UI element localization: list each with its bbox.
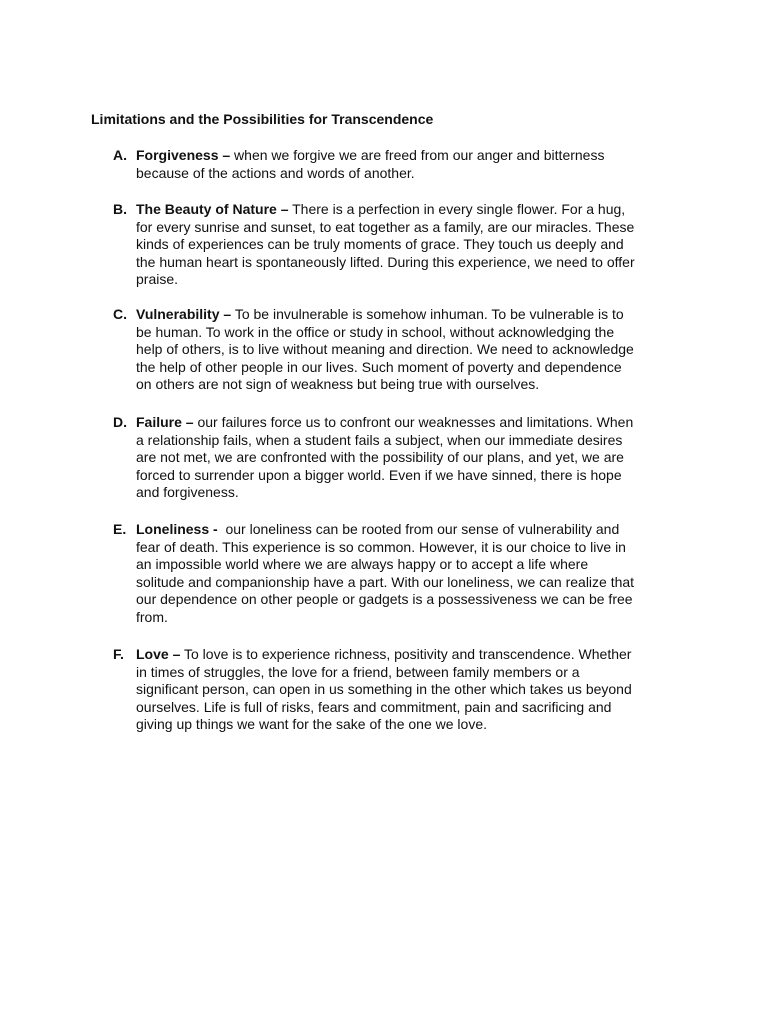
list-item-text: help of others, is to live without meaning and direction. We need to acknowledge (136, 341, 634, 358)
list-item-term: Vulnerability – (136, 306, 232, 322)
list-item-vulnerability (113, 306, 653, 394)
list-item-text: our failures force us to confront our weaknesses and limitations. When (197, 414, 634, 430)
list-item-beauty-of-nature (113, 201, 653, 289)
list-item-loneliness (113, 521, 653, 627)
list-item-text: significant person, can open in us something in the other which takes us beyond (136, 681, 632, 698)
list-item-term: Failure – (136, 414, 194, 430)
list-item-text: giving up things we want for the sake of the one we love. (136, 716, 487, 733)
list-item-text: fear of death. This experience is so common. However, it is our choice to live in (136, 538, 626, 555)
list-item-text: solitude and companionship have a part. With our loneliness, we can realize that (136, 573, 635, 590)
list-item-text: our loneliness can be rooted from our sense of vulnerability and (225, 521, 620, 537)
list-item-forgiveness (113, 147, 653, 182)
list-item-text: the human heart is spontaneously lifted. During this experience, we need to offer (136, 253, 635, 270)
list-item-text: for every sunrise and sunset, to eat together as a family, are our miracles. These (136, 218, 635, 235)
list-item-text: To be invulnerable is somehow inhuman. To be vulnerable is to (234, 306, 624, 322)
list-item-term: Loneliness - (136, 521, 218, 537)
list-item-failure (113, 414, 653, 502)
list-item-first-line (136, 306, 653, 324)
list-item-text: because of the actions and words of another. (136, 164, 415, 181)
list-item-text: kinds of experiences can be truly moments of grace. They touch us deeply and (136, 236, 624, 253)
list-marker: C. (113, 306, 127, 322)
list-item-body (136, 147, 653, 182)
list-item-text: forced to surrender upon a bigger world. Even if we have sinned, there is hope (136, 466, 622, 483)
list-item-first-line (136, 646, 653, 664)
list-item-first-line (136, 521, 653, 539)
list-item-text: There is a perfection in every single flower. For a hug, (292, 201, 626, 217)
list-item-text: on others are not sign of weakness but being true with ourselves. (136, 376, 540, 393)
list-item-first-line (136, 147, 653, 165)
list-marker: D. (113, 414, 127, 430)
list-item-term: Love – (136, 646, 181, 662)
list-item-text: when we forgive we are freed from our anger and bitterness (234, 147, 605, 163)
list-item-text: To love is to experience richness, positivity and transcendence. Whether (184, 646, 632, 662)
list-marker: E. (113, 521, 127, 537)
list-item-term: The Beauty of Nature – (136, 201, 289, 217)
list-item-text: the help of other people in our lives. Such moment of poverty and dependence (136, 358, 622, 375)
list-marker: A. (113, 147, 127, 163)
list-item-text: from. (136, 608, 168, 625)
list-item-first-line (136, 201, 653, 219)
list-marker: F. (113, 646, 124, 662)
list-item-text: ourselves. Life is full of risks, fears and commitment, pain and sacrificing and (136, 698, 612, 715)
list-item-first-line (136, 414, 653, 432)
list-item-term: Forgiveness – (136, 147, 231, 163)
list-item-body (136, 521, 653, 627)
list-item-body (136, 306, 653, 394)
list-item-text: are not met, we are confronted with the possibility of our plans, and yet, we are (136, 449, 624, 466)
list-marker: B. (113, 201, 127, 217)
list-item-text: a relationship fails, when a student fails a subject, when our immediate desires (136, 431, 623, 448)
list-item-text: praise. (136, 271, 179, 288)
document-title: Limitations and the Possibilities for Transcendence (91, 111, 434, 127)
list-item-body (136, 646, 653, 734)
list-item-text: an impossible world where we are always happy or to accept a life where (136, 556, 589, 573)
list-item-text: in times of struggles, the love for a friend, between family members or a (136, 663, 580, 680)
list-item-love (113, 646, 653, 734)
list-item-text: be human. To work in the office or study in school, without acknowledging the (136, 323, 615, 340)
list-item-body (136, 414, 653, 502)
list-item-text: our dependence on other people or gadgets is a possessiveness we can be free (136, 591, 633, 608)
list-item-body (136, 201, 653, 289)
list-item-text: and forgiveness. (136, 484, 239, 501)
